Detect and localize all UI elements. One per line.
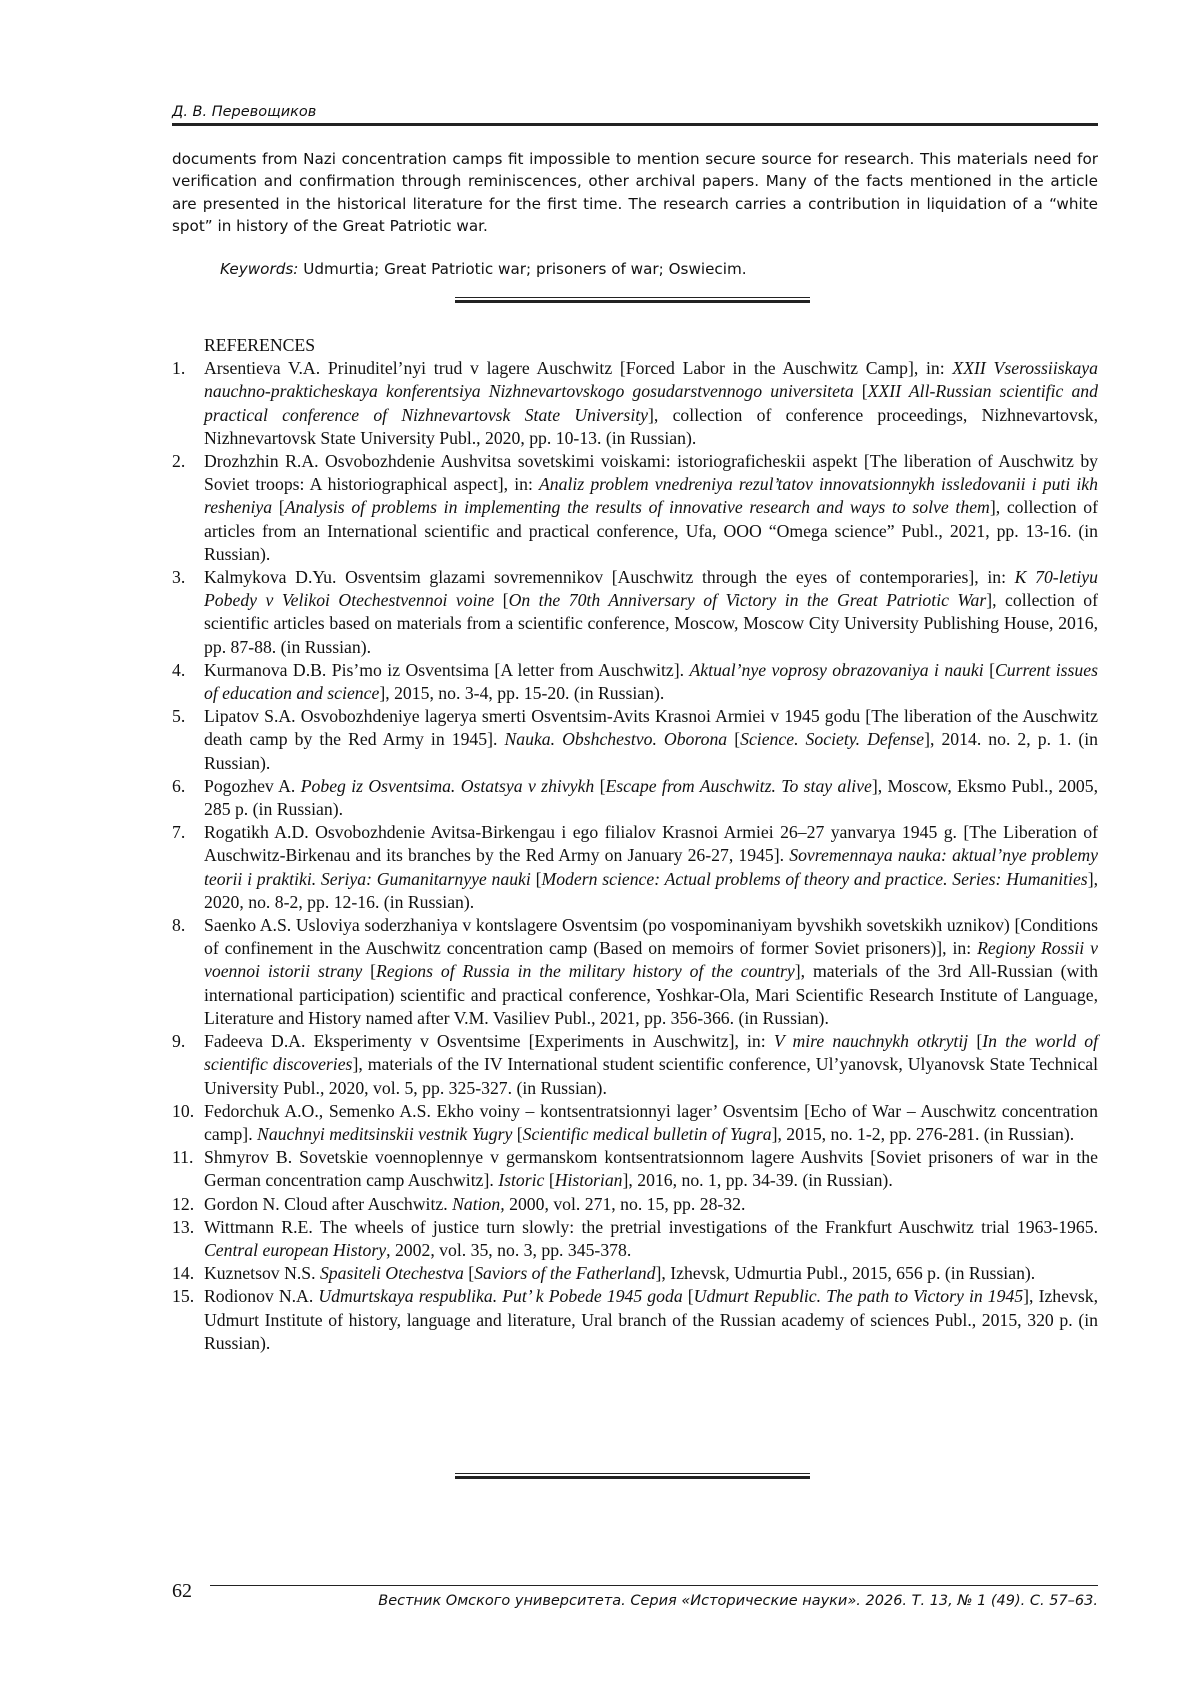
reference-text: Fedorchuk A.O., Semenko A.S. Ekho voiny – kontsentratsionnyi lager’ Osventsim [Echo of War – Auschwitz concentration camp]. xyxy=(204,1100,1098,1144)
reference-text: [ xyxy=(682,1286,694,1307)
reference-title-italic: In the world of scientific discoveries xyxy=(204,1031,1099,1075)
reference-text: Shmyrov B. Sovetskie voennoplennye v germanskom kontsentratsionnom lagere Aushvits [Soviet prisoners of war in the German concentration camp Auschwitz]. xyxy=(204,1147,1098,1191)
reference-number: 15. xyxy=(172,1286,195,1307)
reference-text: Kurmanova D.B. Pis’mo iz Osventsima [A letter from Auschwitz]. xyxy=(204,659,690,680)
reference-number: 5. xyxy=(172,706,186,727)
reference-item xyxy=(172,566,1098,659)
reference-number: 4. xyxy=(172,659,186,680)
reference-title-italic: Science. Society. Defense xyxy=(740,729,925,750)
reference-title-italic: Central european History xyxy=(204,1239,387,1260)
reference-title-italic: Aktual’nye voprosy obrazovaniya i nauki xyxy=(689,659,984,680)
reference-title-italic: Saviors of the Fatherland xyxy=(474,1263,656,1284)
abstract-block xyxy=(172,148,1098,237)
reference-text: [ xyxy=(530,868,542,889)
keywords-label: Keywords: xyxy=(220,260,299,278)
reference-text: , 2002, vol. 35, no. 3, pp. 345-378. xyxy=(386,1239,632,1260)
reference-text: ], materials of the IV International student scientific conference, Ul’yanovsk, Ulyanovsk State Technical University Publ., 2020, vol. 5, pp. 325-327. (in Russian). xyxy=(204,1054,1099,1098)
reference-item xyxy=(172,1030,1098,1100)
reference-item xyxy=(172,357,1098,450)
keywords-line xyxy=(220,260,747,278)
reference-item xyxy=(172,1193,1098,1216)
reference-text: ], Izhevsk, Udmurt Institute of history, language and literature, Ural branch of the Russian academy of sciences Publ., 2015, 320 p. (in Russian). xyxy=(204,1286,1098,1353)
reference-number: 9. xyxy=(172,1031,186,1052)
reference-title-italic: Escape from Auschwitz. To stay alive xyxy=(605,775,872,796)
reference-title-italic: Sovremennaya nauka: aktual’nye problemy teorii i praktiki. Seriya: Gumanitarnyye nauki xyxy=(204,845,1099,889)
reference-title-italic: Regiony Rossii v voennoi istorii strany xyxy=(204,938,1098,982)
reference-text: Rogatikh A.D. Osvobozhdenie Avitsa-Birkengau i ego filialov Krasnoi Armiei 26–27 yanvarya 1945 g. [The Liberation of Auschwitz-Birkenau and its branches by the Red Army on January 26-27, 1945]. xyxy=(204,822,1098,866)
reference-item xyxy=(172,659,1098,705)
reference-number: 7. xyxy=(172,822,186,843)
reference-title-italic: Nation, xyxy=(452,1193,505,1214)
running-header-author: Д. В. Перевощиков xyxy=(172,104,317,120)
reference-item xyxy=(172,1262,1098,1285)
reference-title-italic: Analiz problem vnedreniya rezul’tatov innovatsionnykh issledovanii i puti ikh resheniya xyxy=(204,474,1098,518)
reference-number: 14. xyxy=(172,1263,195,1284)
reference-text: ], 2015, no. 3-4, pp. 15-20. (in Russian). xyxy=(379,683,665,704)
reference-text: [ xyxy=(362,961,377,982)
reference-title-italic: On the 70th Anniversary of Victory in the Great Patriotic War xyxy=(508,590,987,611)
reference-number: 10. xyxy=(172,1100,195,1121)
section-separator-bottom xyxy=(455,1473,810,1480)
reference-text: ], Izhevsk, Udmurtia Publ., 2015, 656 p. (in Russian). xyxy=(655,1263,1036,1284)
reference-item xyxy=(172,775,1098,821)
reference-text: [ xyxy=(983,659,995,680)
reference-number: 12. xyxy=(172,1193,195,1214)
reference-number: 2. xyxy=(172,451,186,472)
reference-text: ], materials of the 3rd All-Russian (with international participation) scientific and practical conference, Yoshkar-Ola, Mari Scientific Research Institute of Language, Literature and History named after V.M. Vasiliev Publ., 2021, pp. 356-366. (in Russian). xyxy=(204,961,1098,1028)
reference-text: ], 2016, no. 1, pp. 34-39. (in Russian). xyxy=(622,1170,893,1191)
reference-text: Rodionov N.A. xyxy=(204,1286,319,1307)
reference-title-italic: Istoric xyxy=(498,1170,545,1191)
reference-text: Drozhzhin R.A. Osvobozhdenie Aushvitsa sovetskimi voiskami: istoriograficheskii aspekt [The liberation of Auschwitz by Soviet troops: A historiographical aspect], in: xyxy=(204,451,1098,495)
reference-text: [ xyxy=(853,381,868,402)
reference-item xyxy=(172,705,1098,775)
references-section xyxy=(172,334,1098,1355)
references-list xyxy=(172,357,1098,1355)
reference-text: Pogozhev A. xyxy=(204,775,301,796)
reference-title-italic: Spasiteli Otechestva xyxy=(319,1263,464,1284)
reference-title-italic: Udmurt Republic. The path to Victory in 1945 xyxy=(693,1286,1024,1307)
reference-title-italic: Nauka. Obshchestvo. Oborona xyxy=(504,729,728,750)
reference-text: ], 2015, no. 1-2, pp. 276-281. (in Russian). xyxy=(771,1123,1075,1144)
reference-text: ], 2014. no. 2, p. 1. (in Russian). xyxy=(204,729,1098,773)
reference-number: 11. xyxy=(172,1147,194,1168)
reference-text: Fadeeva D.A. Eksperimenty v Osventsime [Experiments in Auschwitz], in: xyxy=(204,1031,774,1052)
reference-text: Kuznetsov N.S. xyxy=(204,1263,320,1284)
reference-text: ], collection of scientific articles based on materials from a scientific conference, Moscow, Moscow City University Publishing House, 2016, pp. 87-88. (in Russian). xyxy=(204,590,1098,657)
reference-item xyxy=(172,1285,1098,1355)
reference-text: [ xyxy=(494,590,509,611)
reference-title-italic: XXII All-Russian scientific and practical conference of Nizhnevartovsk State University xyxy=(204,381,1098,425)
reference-number: 6. xyxy=(172,775,186,796)
reference-number: 8. xyxy=(172,915,186,936)
reference-text: [ xyxy=(594,775,606,796)
reference-title-italic: Scientific medical bulletin of Yugra xyxy=(522,1123,772,1144)
reference-title-italic: Historian xyxy=(554,1170,623,1191)
reference-text: Saenko A.S. Usloviya soderzhaniya v kontslagere Osventsim (po vospominaniyam byvshikh sovetskikh uznikov) [Conditions of confinement in the Auschwitz concentration camp (Based on memoirs of former Soviet prisoners)], in: xyxy=(204,915,1098,959)
reference-text: ], Moscow, Eksmo Publ., 2005, 285 p. (in Russian). xyxy=(204,775,1099,820)
reference-title-italic: XXII Vserossiiskaya nauchno-prakticheskaya konferentsiya Nizhnevartovskogo gosudarstvennogo universiteta xyxy=(204,358,1099,402)
section-separator-top xyxy=(455,297,810,304)
reference-title-italic: V mire nauchnykh otkrytij xyxy=(773,1031,969,1052)
reference-title-italic: K 70-letiyu Pobedy v Velikoi Otechestvennoi voine xyxy=(204,567,1098,611)
reference-text: ], collection of conference proceedings, Nizhnevartovsk, Nizhnevartovsk State University Publ., 2020, pp. 10-13. (in Russian). xyxy=(204,404,1098,448)
reference-text: [ xyxy=(544,1170,555,1191)
reference-text: Lipatov S.A. Osvobozhdeniye lagerya smerti Osventsim-Avits Krasnoi Armiei v 1945 godu [The liberation of the Auschwitz death camp by the Red Army in 1945]. xyxy=(204,706,1098,750)
reference-title-italic: Nauchnyi meditsinskii vestnik Yugry xyxy=(257,1123,513,1144)
reference-text: Arsentieva V.A. Prinuditel’nyi trud v lagere Auschwitz [Forced Labor in the Auschwitz Camp], in: xyxy=(204,358,953,379)
abstract-text: documents from Nazi concentration camps fit impossible to mention secure source for research. This materials need for verification and confirmation through reminiscences, other archival papers. Many of the facts mentioned in the article are presented in the historical literature for the first time. The research carries a contribution in liquidation of a “white spot” in history of the Great Patriotic war. xyxy=(172,150,1098,235)
reference-item xyxy=(172,914,1098,1030)
header-rule xyxy=(172,123,1098,126)
reference-text: [ xyxy=(463,1263,475,1284)
reference-text: ], collection of articles from an International scientific and practical conference, Ufa, OOO “Omega science” Publ., 2021, pp. 13-16. (in Russian). xyxy=(204,497,1098,564)
reference-item xyxy=(172,450,1098,566)
reference-text: [ xyxy=(272,497,285,518)
reference-text: Kalmykova D.Yu. Osventsim glazami sovremennikov [Auschwitz through the eyes of contemporaries], in: xyxy=(204,567,1015,588)
reference-text: 2000, vol. 271, no. 15, pp. 28-32. xyxy=(504,1193,746,1214)
references-title: REFERENCES xyxy=(204,335,316,355)
reference-number: 13. xyxy=(172,1216,195,1237)
reference-number: 3. xyxy=(172,567,186,588)
reference-text: ], 2020, no. 8-2, pp. 12-16. (in Russian). xyxy=(204,868,1099,912)
reference-title-italic: Pobeg iz Osventsima. Ostatsya v zhivykh xyxy=(300,775,595,796)
reference-title-italic: Regions of Russia in the military history of the country xyxy=(376,961,795,982)
reference-title-italic: Modern science: Actual problems of theory and practice. Series: Humanities xyxy=(541,868,1088,889)
keywords-value: Udmurtia; Great Patriotic war; prisoners of war; Oswiecim. xyxy=(303,260,747,278)
reference-title-italic: Analysis of problems in implementing the results of innovative research and ways to solve them xyxy=(284,497,990,518)
reference-number: 1. xyxy=(172,358,186,379)
journal-citation: Вестник Омского университета. Серия «Исторические науки». 2026. Т. 13, № 1 (49). С. 57–63. xyxy=(378,1593,1098,1609)
footer-rule xyxy=(210,1585,1098,1586)
reference-text: [ xyxy=(727,729,741,750)
reference-text: Gordon N. Cloud after Auschwitz. xyxy=(204,1193,453,1214)
reference-item xyxy=(172,1100,1098,1146)
reference-item xyxy=(172,1216,1098,1262)
page-number: 62 xyxy=(172,1580,192,1602)
reference-text: Wittmann R.E. The wheels of justice turn slowly: the pretrial investigations of the Frankfurt Auschwitz trial 1963-1965. xyxy=(204,1216,1098,1237)
reference-item xyxy=(172,821,1098,914)
reference-text: [ xyxy=(968,1031,983,1052)
reference-item xyxy=(172,1146,1098,1192)
reference-title-italic: Current issues of education and science xyxy=(204,659,1098,704)
reference-title-italic: Udmurtskaya respublika. Put’ k Pobede 1945 goda xyxy=(318,1286,683,1307)
reference-text: [ xyxy=(512,1123,523,1144)
